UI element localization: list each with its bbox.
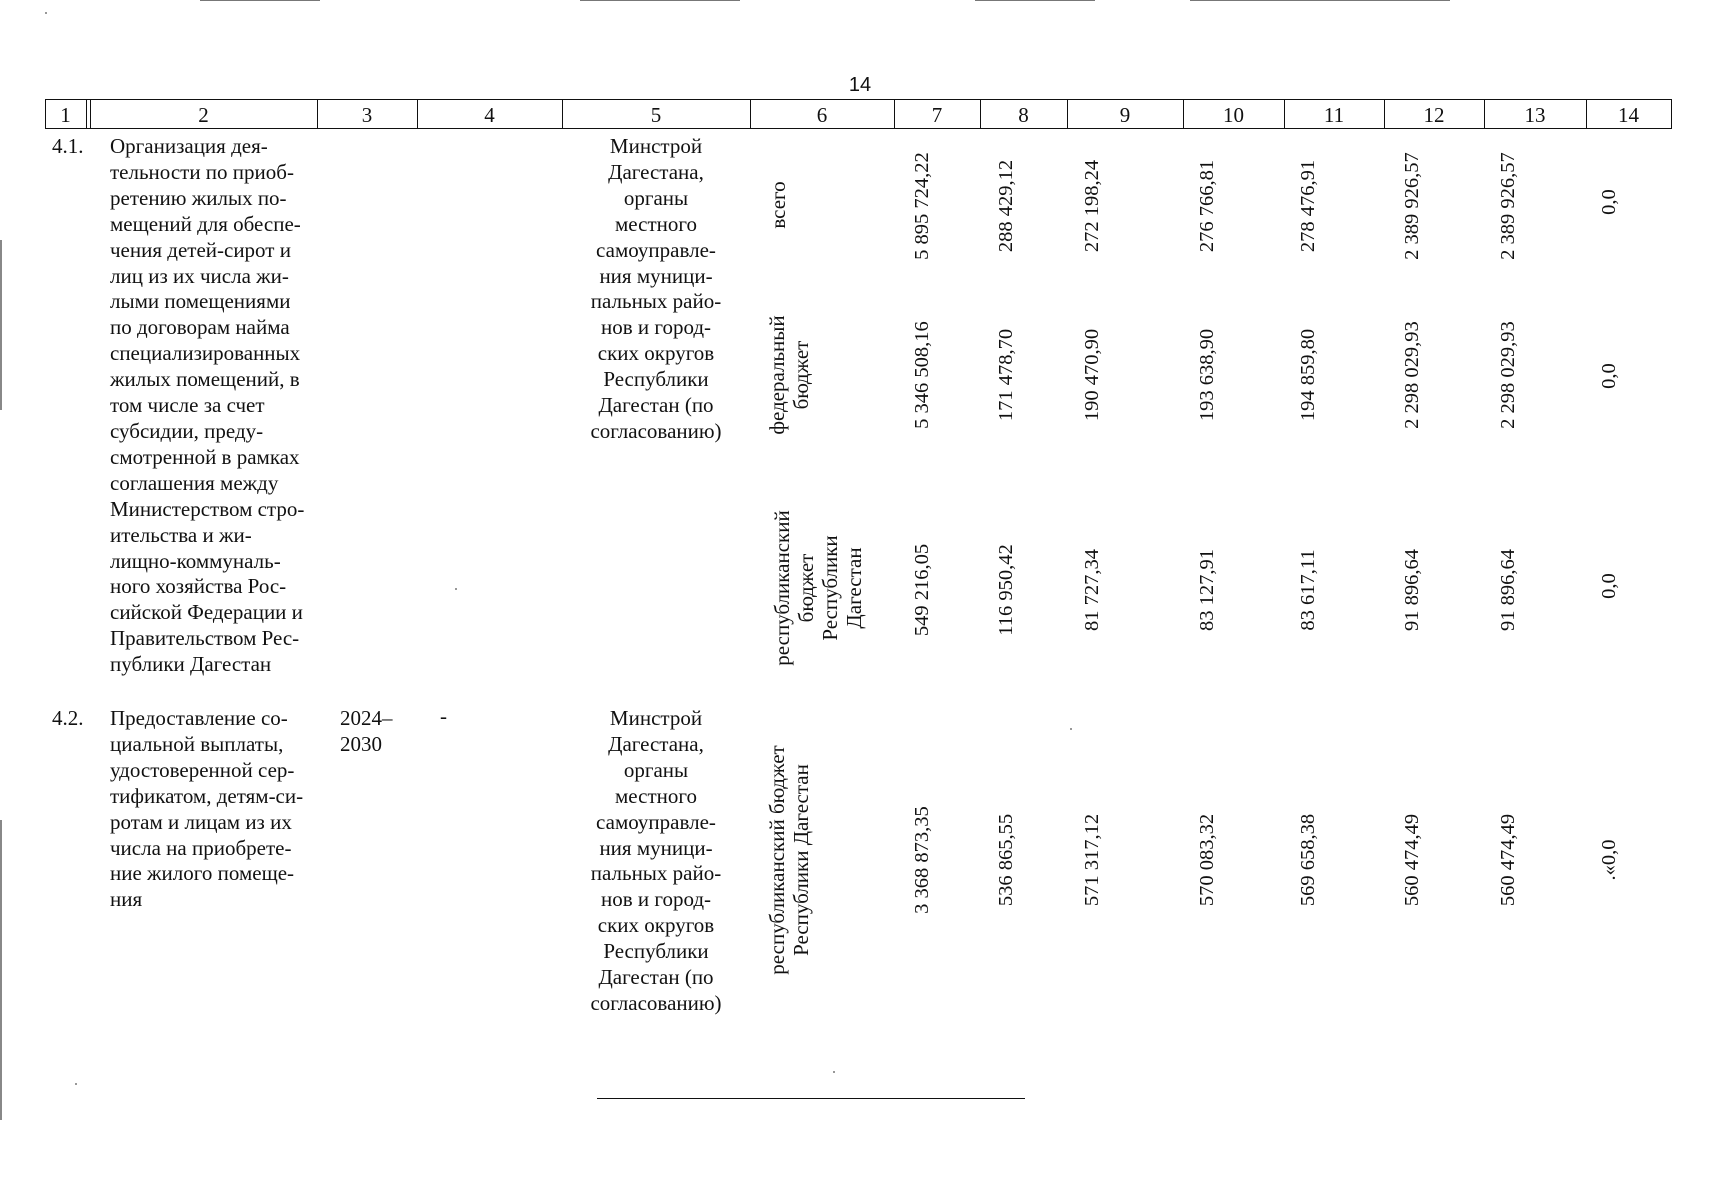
value-total: 549 216,05 <box>911 543 933 637</box>
scan-top-mark <box>200 0 320 1</box>
column-header: 8 <box>1018 103 1029 127</box>
scan-edge-shadow <box>0 820 2 1120</box>
value-2029: 2 298 029,93 <box>1497 321 1519 429</box>
funding-source: федеральный бюджет <box>765 315 813 435</box>
column-header: 10 <box>1223 103 1244 127</box>
closing-rule <box>597 1098 1025 1099</box>
value-2028: 2 389 926,57 <box>1401 152 1423 260</box>
value-2028: 560 474,49 <box>1401 813 1423 907</box>
scan-speck <box>75 1083 77 1085</box>
value-2025: 272 198,24 <box>1081 159 1103 253</box>
value-2024: 116 950,42 <box>995 544 1017 636</box>
value-2027: 194 859,80 <box>1297 328 1319 422</box>
scan-speck <box>833 1071 835 1073</box>
value-2024: 171 478,70 <box>995 328 1017 422</box>
value-2029: 560 474,49 <box>1497 813 1519 907</box>
value-2028: 2 298 029,93 <box>1401 321 1423 429</box>
table-top-border <box>45 99 1671 100</box>
value-total: 5 895 724,22 <box>911 152 933 260</box>
header-divider <box>1671 99 1672 129</box>
column-header: 14 <box>1618 103 1639 127</box>
column-header: 11 <box>1323 103 1345 127</box>
scan-speck <box>1070 728 1072 730</box>
value-2029: 91 896,64 <box>1497 549 1519 631</box>
scan-top-mark <box>580 0 740 1</box>
executor: Минстрой Дагестана, органы местного самоуправле- ния муници- пальных райо- нов и город- ских округов Республики Дагестан (по согласованию) <box>590 134 722 443</box>
column-header: 6 <box>816 103 828 127</box>
column-header: 4 <box>484 103 495 127</box>
measure-name: Предоставление со- циальной выплаты, удостоверенной сер- тификатом, детям-си- ротам и лицам из их числа на приобрете- ние жилого помеще- ния <box>110 706 304 912</box>
value-total: 5 346 508,16 <box>911 321 933 429</box>
funding-source: республиканский бюджет Республики Дагестан <box>765 745 813 975</box>
scan-top-mark <box>1190 0 1450 1</box>
scan-speck <box>455 588 457 590</box>
scan-top-mark <box>975 0 1095 1</box>
column-header: 7 <box>931 103 943 127</box>
scan-speck <box>45 12 47 14</box>
scan-edge-shadow <box>0 240 2 410</box>
value-2026: 276 766,81 <box>1196 159 1218 253</box>
value-2027: 278 476,91 <box>1297 159 1319 253</box>
column-header: 3 <box>361 103 373 127</box>
value-2030: 0,0 <box>1598 573 1620 599</box>
funding-source: республиканский бюджет Республики Дагестан <box>770 510 866 666</box>
header-divider <box>86 99 87 129</box>
column-header: 12 <box>1423 103 1445 127</box>
page-number: 14 <box>848 74 872 96</box>
value-2025: 190 470,90 <box>1081 328 1103 422</box>
executor: Минстрой Дагестана, органы местного самоуправле- ния муници- пальных райо- нов и город- ских округов Республики Дагестан (по согласованию) <box>590 706 722 1015</box>
column-header: 9 <box>1119 103 1131 127</box>
value-2025: 81 727,34 <box>1081 549 1103 631</box>
value-2030: 0,0 <box>1598 363 1620 389</box>
value-2024: 288 429,12 <box>995 159 1017 253</box>
column-header: 1 <box>60 103 71 127</box>
value-2030: 0,0 <box>1598 189 1620 215</box>
value-2027: 569 658,38 <box>1297 813 1319 907</box>
value-2028: 91 896,64 <box>1401 549 1423 631</box>
value-2026: 83 127,91 <box>1196 549 1218 631</box>
header-bottom-border <box>45 128 1671 129</box>
value-2027: 83 617,11 <box>1297 549 1319 631</box>
value-2026: 570 083,32 <box>1196 813 1218 907</box>
indicator: - <box>440 704 447 728</box>
value-2026: 193 638,90 <box>1196 328 1218 422</box>
column-header: 13 <box>1524 103 1546 127</box>
column-header: 2 <box>198 103 209 127</box>
funding-source: всего <box>766 181 790 229</box>
value-2024: 536 865,55 <box>995 813 1017 907</box>
value-2029: 2 389 926,57 <box>1497 152 1519 260</box>
measure-name: Организация дея- тельности по приоб- ретению жилых по- мещений для обеспе- чения детей-сирот и лиц из их числа жи- лыми помещениями по договорам найма специализированных жилых помещений, в том числе за счет субсидии, преду- смотренной в рамках соглашения между Министерством стро- ительства и жи- лищно-коммуналь- ного хозяйства Рос- сийской Федерации и Правительством Рес- публики Дагестан <box>110 134 305 677</box>
value-2025: 571 317,12 <box>1081 813 1103 907</box>
row-number: 4.2. <box>52 706 84 730</box>
period: 2024– 2030 <box>340 706 393 756</box>
column-header: 5 <box>650 103 662 127</box>
value-total: 3 368 873,35 <box>911 806 933 914</box>
value-2030: .«0,0 <box>1598 839 1620 881</box>
row-number: 4.1. <box>52 134 84 158</box>
